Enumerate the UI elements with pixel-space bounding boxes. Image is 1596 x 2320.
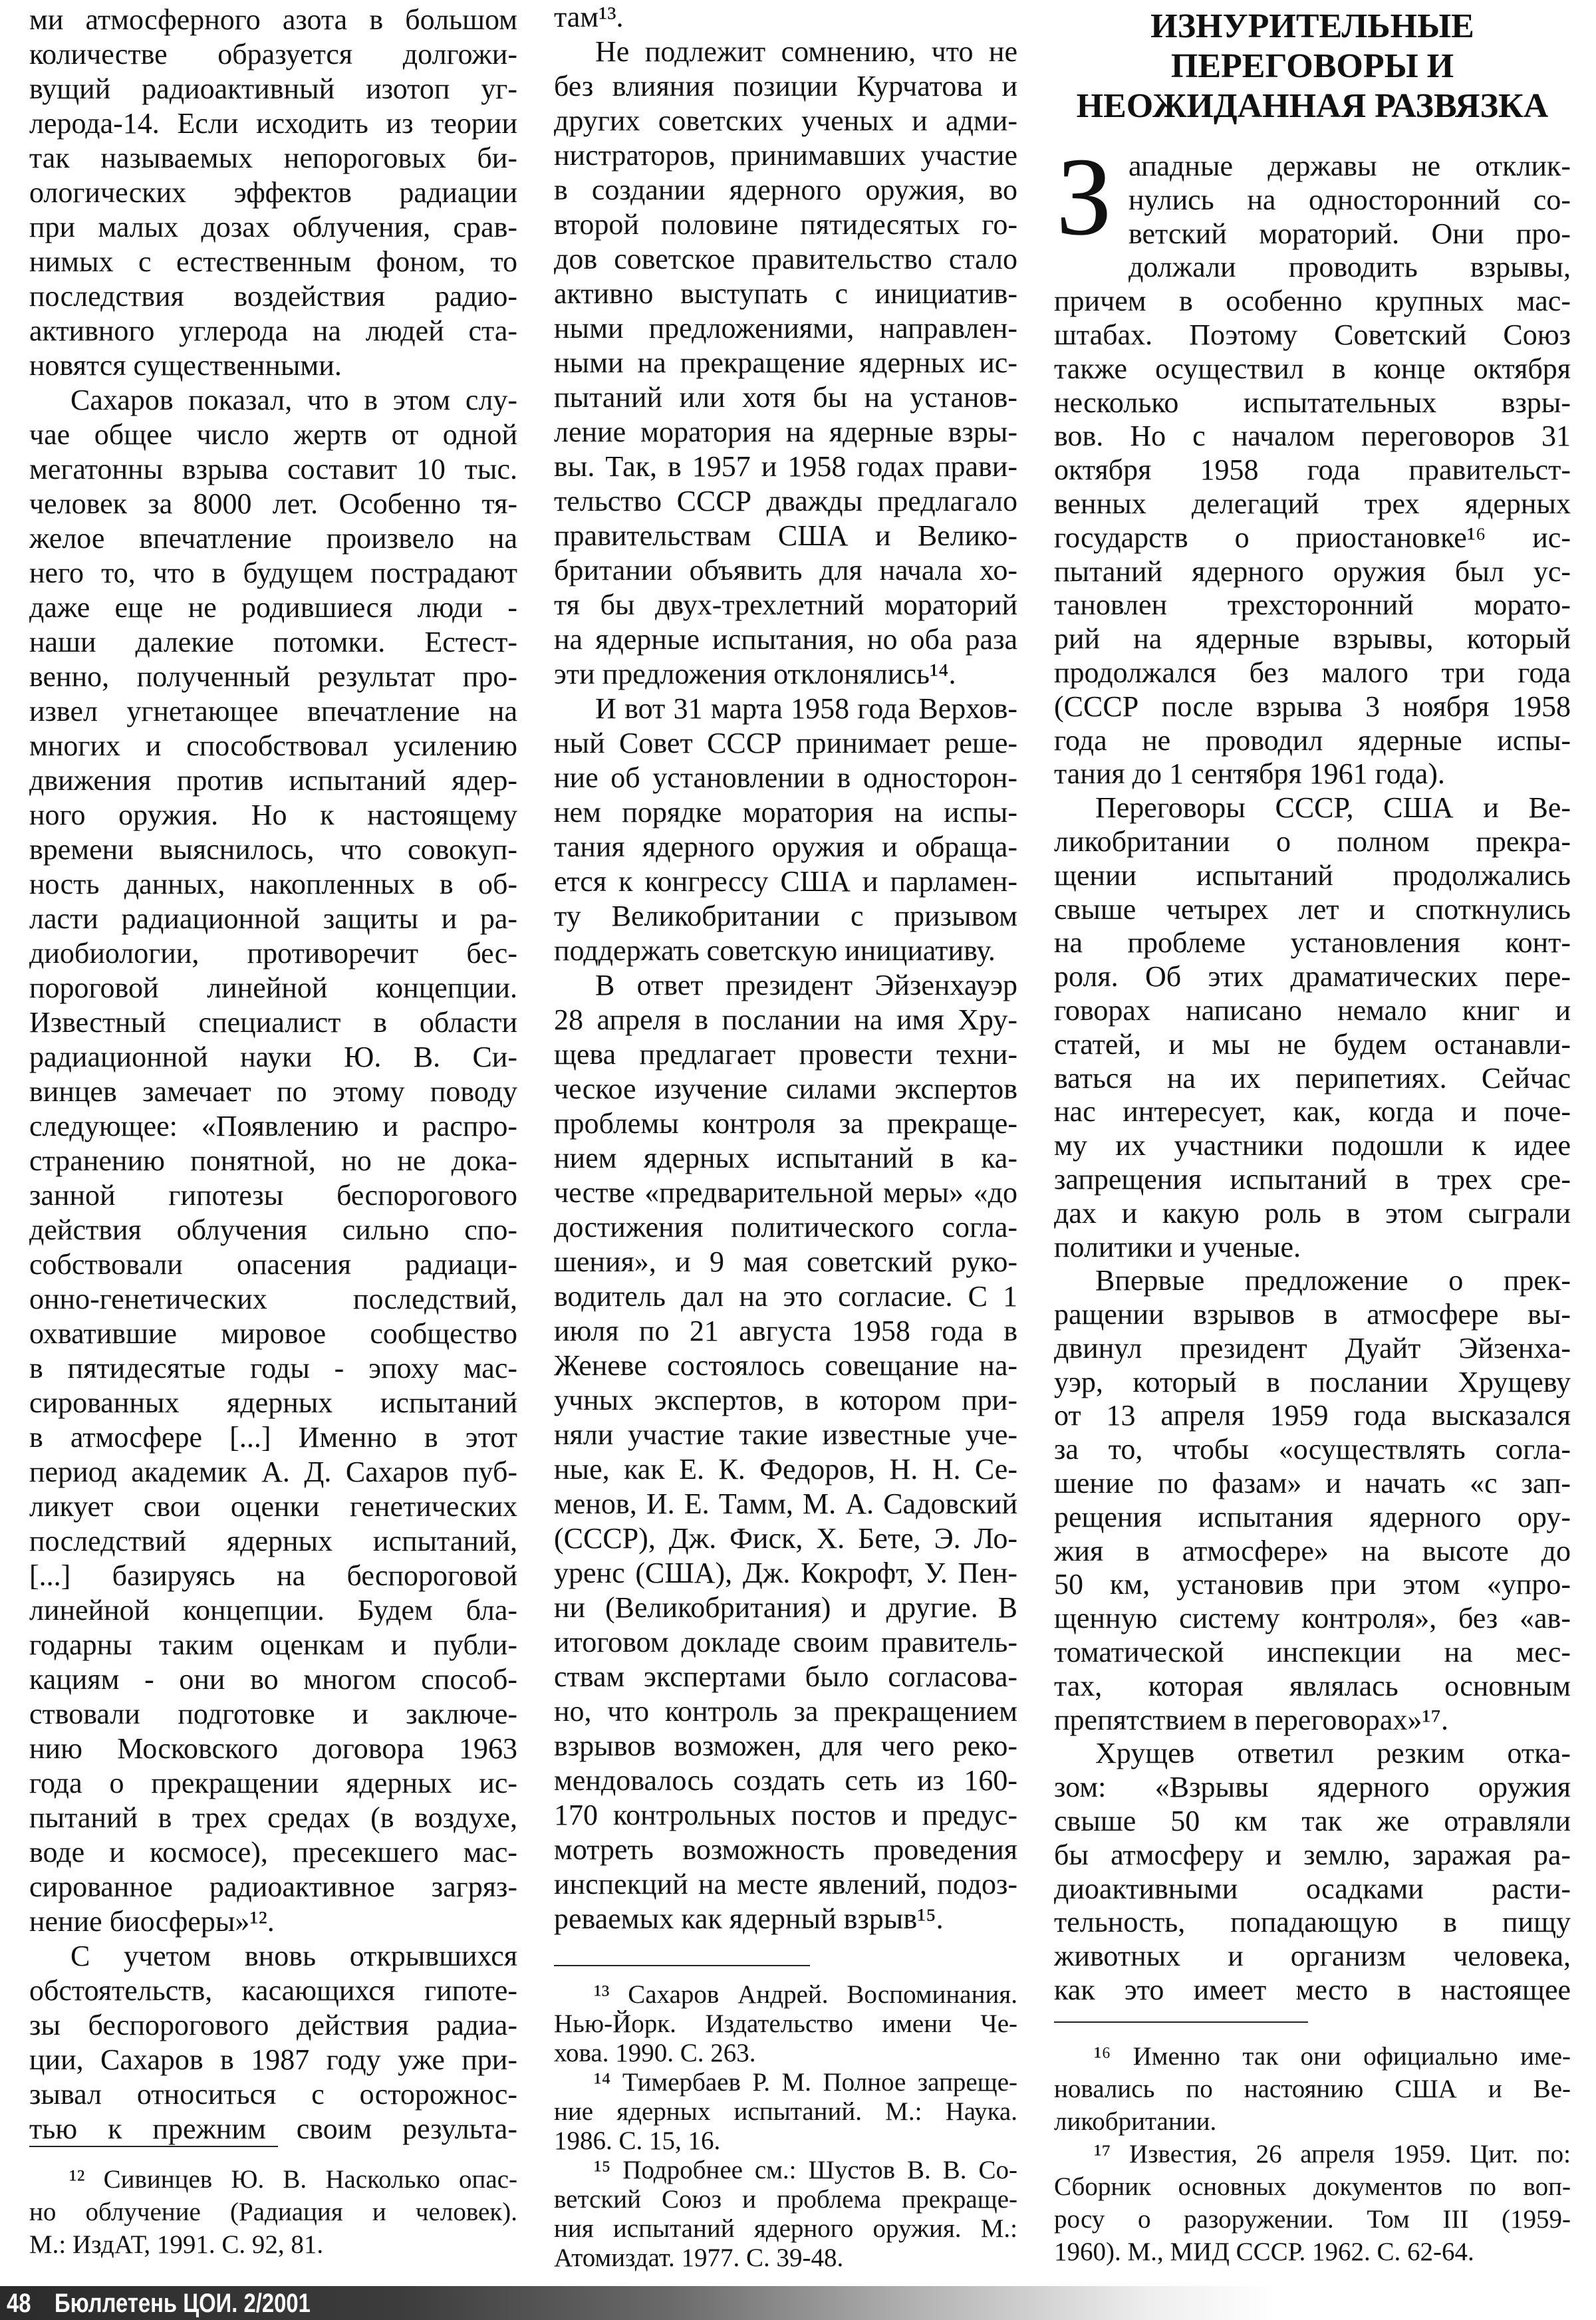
text-line: других советских ученых и адми- [554,104,1017,137]
footnote-line: ¹² Сивинцев Ю. В. Насколько опас- [69,2165,517,2194]
text-line: свыше четырех лет и споткнулись [1054,892,1571,926]
text-line: кациям - они во многом способ- [29,1663,517,1696]
text-line: за то, чтобы «осуществлять согла- [1054,1433,1571,1466]
footnotes-column-1 [29,2163,517,2261]
text-line: ликует свои оценки генетических [29,1490,517,1523]
text-line: октября 1958 года правительст- [1054,453,1571,487]
text-line: тя бы двух-трехлетний мораторий [554,588,1017,621]
text-line: второй половине пятидесятых го- [554,208,1017,241]
text-line: тельность, попадающую в пищу [1054,1906,1571,1939]
text-line: штабах. Поэтому Советский Союз [1054,318,1571,351]
text-line: нистраторов, принимавших участие [554,139,1017,172]
text-line: человек за 8000 лет. Особенно тя- [29,487,517,520]
footnote-line: ¹⁶ Именно так они официально име- [1094,2042,1571,2071]
text-line: британии объявить для начала хо- [554,554,1017,586]
text-line: несколько испытательных взры- [1054,386,1571,419]
text-line: 50 км, установив при этом «упро- [1054,1568,1571,1601]
text-line: му их участники подошли к идее [1054,1129,1571,1162]
text-line: В ответ президент Эйзенхауэр [595,969,1017,1001]
text-line: дах и какую роль в этом сыграли [1054,1196,1571,1229]
text-line: менов, И. Е. Тамм, М. А. Садовский [554,1487,1017,1520]
heading-line: ПЕРЕГОВОРЫ И [1170,47,1454,85]
text-line: статей, и мы не будем останавли- [1054,1027,1571,1061]
footnote-line: ¹⁷ Известия, 26 апреля 1959. Цит. по: [1094,2140,1571,2168]
text-line: онно-генетических последствий, [29,1283,517,1315]
text-line: говорах написано немало книг и [1054,993,1571,1027]
text-line: 28 апреля в послании на имя Хру- [554,1003,1017,1036]
footnote-line: новались по настоянию США и Ве- [1054,2075,1571,2103]
text-line: ветский мораторий. Они про- [1129,217,1571,250]
text-line: ападные державы не отклик- [1129,150,1571,182]
text-line: ный Совет СССР принимает реше- [554,727,1017,759]
text-line: многих и способствовал усилению [29,729,517,762]
text-line: Женеве состоялось совещание на- [554,1349,1017,1382]
text-line: наши далекие потомки. Естест- [29,626,517,658]
text-line: радиационной науки Ю. В. Си- [29,1041,517,1073]
footnote-line: ния испытаний ядерного оружия. М.: [554,2214,1017,2243]
text-line: мегатонны взрыва составит 10 тыс. [29,453,517,485]
text-line: как это имеет место в настоящее [1054,1974,1571,2007]
paragraph [1054,791,1571,1264]
text-line: ни (Великобритания) и другие. В [554,1591,1017,1624]
footnote-line: но облучение (Радиация и человек). [29,2198,517,2226]
paragraph [29,3,517,383]
text-line: занной гипотезы беспорогового [29,1179,517,1212]
paragraph [554,0,1017,35]
text-line: времени выяснилось, что совокуп- [29,833,517,866]
text-line: ту Великобритании с призывом [554,900,1017,932]
text-line: инспекций на месте явлений, подоз- [554,1868,1017,1900]
footnote [29,2163,517,2261]
text-line: тания до 1 сентября 1961 года). [1054,757,1445,791]
footnote [554,2156,1017,2273]
text-line: няли участие такие известные уче- [554,1418,1017,1451]
text-line: вущий радиоактивный изотоп уг- [29,72,517,105]
text-line: нение биосферы»¹². [29,1905,275,1938]
footnote-line: Нью-Йорк. Издательство имени Че- [554,2009,1017,2038]
heading-line: ИЗНУРИТЕЛЬНЫЕ [1150,7,1474,45]
text-line: ствовали подготовке и заключе- [29,1698,517,1730]
text-line: так называемых непороговых би- [29,142,517,174]
text-line: щении испытаний продолжались [1054,858,1571,892]
paragraph [554,692,1017,968]
text-line: диобиологии, противоречит бес- [29,937,517,969]
text-line: Переговоры СССР, США и Ве- [1095,791,1571,825]
text-column-2 [554,0,1017,1936]
text-line: без влияния позиции Курчатова и [554,70,1017,102]
text-line: ными на прекращение ядерных ис- [554,346,1017,379]
footnote-line: ¹⁴ Тимербаев Р. М. Полное запреще- [594,2068,1017,2097]
text-line: честве «предварительной меры» «до [554,1176,1017,1209]
text-line: тью к прежним своим результа- [29,2113,517,2145]
section-heading [1054,7,1571,126]
text-line: от 13 апреля 1959 года высказался [1054,1399,1571,1432]
page-footer [0,2286,1596,2320]
text-line: вов. Но с началом переговоров 31 [1054,420,1571,453]
text-line: водитель дал на это согласие. С 1 [554,1280,1017,1313]
text-line: должали проводить взрывы, [1129,251,1571,284]
text-line: ческое изучение силами экспертов [554,1073,1017,1105]
text-line: странению понятной, но не дока- [29,1144,517,1177]
text-line: диоактивными осадками расти- [1054,1872,1571,1905]
footnote-line: 1960). М., МИД СССР. 1962. С. 62-64. [1054,2238,1474,2266]
text-line: желое впечатление произвело на [29,522,517,555]
text-line: на ядерные испытания, но оба раза [554,623,1017,656]
footnote-line: ¹⁵ Подробнее см.: Шустов В. В. Со- [594,2156,1017,2184]
text-line: винцев замечает по этому поводу [29,1075,517,1108]
text-line: ние об установлении в односторон- [554,761,1017,794]
text-line: ность данных, накопленных в об- [29,868,517,900]
paragraph [554,35,1017,692]
text-line: С учетом вновь открывшихся [70,1940,517,1972]
heading-line: НЕОЖИДАННАЯ РАЗВЯЗКА [1076,87,1549,125]
text-line: причем в особенно крупных мас- [1054,285,1571,318]
text-line: ликобритании о полном прекра- [1054,825,1571,858]
text-line: тельство СССР дважды предлагало [554,485,1017,517]
paragraph [29,383,517,1939]
text-line: продолжался без малого три года [1054,656,1571,689]
footnote-line: М.: ИздАТ, 1991. С. 92, 81. [29,2230,324,2259]
text-line: сированных ядерных испытаний [29,1386,517,1419]
text-line: период академик А. Д. Сахаров пуб- [29,1456,517,1488]
text-line: ные, как Е. К. Федоров, Н. Н. Се- [554,1453,1017,1485]
footnote-line: Атомиздат. 1977. С. 39-48. [554,2244,844,2272]
text-line: государств о приостановке¹⁶ ис- [1054,521,1571,554]
footnote-divider [554,1965,810,1966]
text-line: ется к конгрессу США и парламен- [554,865,1017,898]
paragraph [1054,1264,1571,1737]
text-line: при малых дозах облучения, срав- [29,211,517,243]
paragraph [29,1939,517,2146]
text-line: количестве образуется долгожи- [29,38,517,70]
text-line: активно выступать с инициатив- [554,277,1017,310]
text-line: реваемых как ядерный взрыв¹⁵. [554,1902,944,1935]
footnotes-column-2 [554,1980,1017,2273]
text-line: [...] базируясь на беспороговой [29,1559,517,1592]
text-line: пытаний ядерного оружия был ус- [1054,555,1571,588]
text-line: чае общее число жертв от одной [29,418,517,451]
text-line: нулись на односторонний со- [1129,183,1571,216]
text-line: щенную систему контроля», без «ав- [1054,1602,1571,1635]
footnote [554,2068,1017,2156]
text-line: новятся существенными. [29,349,342,382]
text-line: учных экспертов, в котором при- [554,1384,1017,1416]
text-line: последствий ядерных испытаний, [29,1525,517,1557]
text-line: тания ядерного оружия и обраща- [554,831,1017,863]
text-line: ми атмосферного азота в большом [29,3,517,36]
text-line: действия облучения сильно спо- [29,1214,517,1246]
footnote-line: ветский Союз и проблема прекраще- [554,2185,1017,2214]
text-line: обстоятельств, касающихся гипоте- [29,1974,517,2007]
text-line: зом: «Взрывы ядерного оружия [1054,1771,1571,1804]
text-line: года не проводил ядерные испы- [1054,723,1571,757]
text-line: ласти радиационной защиты и ра- [29,902,517,935]
text-line: бы атмосферу и землю, заражая ра- [1054,1838,1571,1871]
text-line: также осуществил в конце октября [1054,352,1571,385]
text-line: политики и ученые. [1054,1230,1301,1263]
footnote-line: росу о разоружении. Том III (1959- [1054,2205,1571,2234]
text-line: в создании ядерного оружия, во [554,174,1017,206]
text-line: пытаний или хотя бы на установ- [554,381,1017,414]
text-line: достижения политического согла- [554,1211,1017,1243]
text-line: пороговой линейной концепции. [29,971,517,1004]
text-line: нием ядерных испытаний в ка- [554,1142,1017,1174]
text-line: последствия воздействия радио- [29,280,517,313]
text-line: И вот 31 марта 1958 года Верхов- [595,692,1017,725]
footnote [1054,2040,1571,2138]
text-line: роля. Об этих драматических пере- [1054,960,1571,993]
page-number: 48 [7,2289,31,2318]
text-line: ции, Сахаров в 1987 году уже при- [29,2043,517,2076]
text-line: (СССР), Дж. Фиск, Х. Бете, Э. Ло- [554,1522,1017,1555]
text-line: рещения испытания ядерного ору- [1054,1500,1571,1533]
text-line: дов советское правительство стало [554,243,1017,275]
text-line: двинул президент Дуайт Эйзенха- [1054,1331,1571,1364]
text-line: вы. Так, в 1957 и 1958 годах прави- [554,450,1017,483]
text-line: даже еще не родившиеся люди - [29,591,517,624]
text-line: Сахаров показал, что в этом слу- [70,384,517,416]
text-line: зы беспорогового действия радиа- [29,2009,517,2041]
text-line: Впервые предложение о прек- [1095,1264,1571,1297]
footnote [554,1980,1017,2068]
text-line: ваться на их перипетиях. Сейчас [1054,1061,1571,1095]
text-line: ление моратория на ядерные взры- [554,416,1017,448]
text-line: следующее: «Появлению и распро- [29,1110,517,1142]
text-line: ного оружия. Но к настоящему [29,799,517,831]
text-line: нимых с естественным фоном, то [29,245,517,278]
text-line: охватившие мировое сообщество [29,1317,517,1350]
text-line: Известный специалист в области [29,1006,517,1039]
text-line: свыше 50 км так же отравляли [1054,1805,1571,1838]
text-column-1 [29,3,517,2146]
text-line: уэр, который в послании Хрущеву [1054,1365,1571,1398]
footnote-line: хова. 1990. С. 263. [554,2039,756,2067]
text-line: венных делегаций трех ядерных [1054,487,1571,520]
text-line: в пятидесятые годы - эпоху мас- [29,1352,517,1384]
text-line: эти предложения отклонялись¹⁴. [554,658,956,690]
text-line: собствовали опасения радиаци- [29,1248,517,1281]
text-line: но, что контроль за прекращением [554,1695,1017,1728]
footnote-divider [1054,2021,1308,2023]
footnote-line: ние ядерных испытаний. М.: Наука. [554,2097,1017,2126]
publication-title: Бюллетень ЦОИ. 2/2001 [55,2289,311,2318]
text-line: движения против испытаний ядер- [29,764,517,797]
text-line: животных и организм человека, [1054,1940,1571,1973]
footnote-line: 1986. С. 15, 16. [554,2127,721,2155]
text-line: июля по 21 августа 1958 года в [554,1315,1017,1347]
text-line: уренс (США), Дж. Кокрофт, У. Пен- [554,1557,1017,1589]
text-column-3 [1054,150,1571,2007]
footnotes-column-3 [1054,2040,1571,2268]
text-line: мендовалось создать сеть из 160- [554,1764,1017,1797]
text-line: года о прекращении ядерных ис- [29,1767,517,1799]
text-line: шения», и 9 мая советский руко- [554,1245,1017,1278]
text-line: щева предлагает провести техни- [554,1038,1017,1071]
text-line: правительствам США и Велико- [554,519,1017,552]
text-line: в атмосфере [...] Именно в этот [29,1421,517,1454]
text-line: рий на ядерные взрывы, который [1054,622,1571,656]
text-line: него то, что в будущем пострадают [29,557,517,589]
text-line: Хрущев ответил резким отка- [1095,1737,1571,1770]
text-line: нас интересует, как, когда и поче- [1054,1095,1571,1128]
paragraph [1054,1737,1571,2007]
text-line: активного углерода на людей ста- [29,315,517,347]
text-line: сированное радиоактивное загряз- [29,1870,517,1903]
text-line: взрывов возможен, для чего реко- [554,1730,1017,1762]
text-line: годарны таким оценкам и публи- [29,1628,517,1661]
text-line: препятствием в переговорах»¹⁷. [1054,1703,1448,1736]
drop-cap: З [1056,135,1113,259]
footnote [1054,2138,1571,2268]
text-line: 170 контрольных постов и предус- [554,1799,1017,1831]
text-line: тах, которая являлась основным [1054,1669,1571,1702]
text-line: на проблеме установления конт- [1054,926,1571,960]
text-line: нию Московского договора 1963 [29,1732,517,1765]
text-line: ращении взрывов в атмосфере вы- [1054,1298,1571,1331]
text-line: нем порядке моратория на испы- [554,796,1017,829]
text-line: поддержать советскую инициативу. [554,934,996,967]
text-line: мотреть возможность проведения [554,1833,1017,1866]
text-line: итоговом докладе своим правитель- [554,1626,1017,1658]
footnote-line: ликобритании. [1054,2107,1217,2136]
text-line: воде и космосе), пресекшего мас- [29,1836,517,1869]
footnote-line: Сборник основных документов по воп- [1054,2172,1571,2201]
text-line: жия в атмосфере» на высоте до [1054,1534,1571,1567]
paragraph [554,968,1017,1936]
footnote-line: ¹³ Сахаров Андрей. Воспоминания. [594,1980,1017,2009]
footnote-divider [29,2146,278,2147]
text-line: там¹³. [554,1,624,33]
text-line: пытаний в трех средах (в воздухе, [29,1801,517,1834]
text-line: шение по фазам» и начать «с зап- [1054,1467,1571,1500]
text-line: ными предложениями, направлен- [554,312,1017,344]
text-line: тановлен трехсторонний морато- [1054,588,1571,622]
paragraph [1054,150,1571,791]
text-line: томатической инспекции на мес- [1054,1636,1571,1669]
text-line: запрещения испытаний в трех сре- [1054,1162,1571,1196]
text-line: венно, полученный результат про- [29,660,517,693]
text-line: зывал относиться с осторожнос- [29,2078,517,2111]
text-line: (СССР после взрыва 3 ноября 1958 [1054,690,1571,723]
text-line: ологических эффектов радиации [29,176,517,209]
text-line: Не подлежит сомнению, что не [595,35,1017,68]
text-line: ствам экспертами было согласова- [554,1660,1017,1693]
text-line: линейной концепции. Будем бла- [29,1594,517,1626]
text-line: лерода-14. Если исходить из теории [29,107,517,140]
text-line: извел угнетающее впечатление на [29,695,517,727]
text-line: проблемы контроля за прекраще- [554,1107,1017,1140]
